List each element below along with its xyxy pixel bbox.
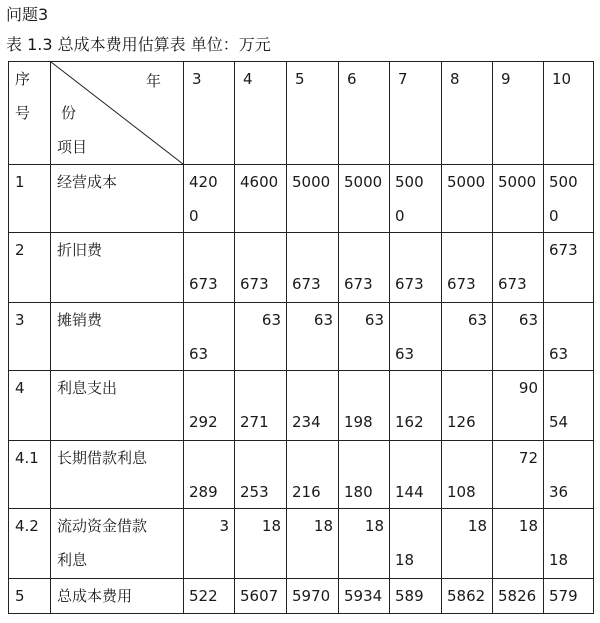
value-cell: 5826 [493,579,544,614]
header-seq-line2: 号 [15,104,31,122]
header-year-cell: 6 [339,62,390,165]
value-cell: 108 [442,441,493,509]
row-seq: 5 [9,579,51,614]
value-cell: 63 [287,303,339,371]
row-seq: 2 [9,233,51,303]
header-seq-line1: 序 [15,70,31,88]
value-cell: 5862 [442,579,493,614]
value-cell: 63 [235,303,287,371]
section-heading: 问题3 [6,5,49,24]
value-cell: 63 [493,303,544,371]
header-year-cell: 10 [544,62,594,165]
value-cell: 72 [493,441,544,509]
value-cell: 5000 [442,165,493,233]
value-cell: 18 [287,509,339,579]
table-row [9,165,594,233]
value-cell: 18 [339,509,390,579]
row-item: 经营成本 [51,165,184,233]
value-cell: 673 [442,233,493,303]
row-seq: 4.2 [9,509,51,579]
value-cell: 673 [339,233,390,303]
value-cell: 63 [339,303,390,371]
value-cell: 271 [235,371,287,441]
value-cell: 180 [339,441,390,509]
value-cell: 198 [339,371,390,441]
value-cell: 216 [287,441,339,509]
row-seq: 3 [9,303,51,371]
value-cell: 63 [390,303,442,371]
value-cell: 3 [184,509,235,579]
value-cell: 500 0 [390,165,442,233]
value-cell: 126 [442,371,493,441]
row-item-line1: 流动资金借款 [57,517,148,535]
value-cell: 673 [184,233,235,303]
row-seq: 1 [9,165,51,233]
row-seq: 4.1 [9,441,51,509]
value-cell: 144 [390,441,442,509]
value-cell: 63 [184,303,235,371]
value-cell: 673 [287,233,339,303]
table-caption: 表 1.3 总成本费用估算表 单位：万元 [6,35,271,54]
header-diagonal-cell [51,62,184,165]
cost-estimate-table [8,61,594,614]
value-cell: 579 [544,579,594,614]
row-item-cell [51,509,184,579]
value-cell: 5607 [235,579,287,614]
table-row [9,579,594,614]
header-year-cell: 7 [390,62,442,165]
table-row [9,303,594,371]
header-year-cell: 9 [493,62,544,165]
row-item: 利息支出 [51,371,184,441]
value-cell: 420 0 [184,165,235,233]
table-row [9,371,594,441]
table-row [9,441,594,509]
value-cell: 18 [442,509,493,579]
value-cell: 673 [544,233,594,303]
value-cell: 289 [184,441,235,509]
value-cell: 5970 [287,579,339,614]
value-cell: 5000 [287,165,339,233]
value-cell: 522 [184,579,235,614]
value-cell: 4600 [235,165,287,233]
row-seq: 4 [9,371,51,441]
table-row [9,233,594,303]
header-seq-cell [9,62,51,165]
header-year-cell: 4 [235,62,287,165]
value-cell: 5000 [493,165,544,233]
value-cell: 673 [235,233,287,303]
header-year-cell: 5 [287,62,339,165]
row-item: 总成本费用 [51,579,184,614]
row-item: 长期借款利息 [51,441,184,509]
value-cell: 234 [287,371,339,441]
value-cell: 18 [390,509,442,579]
value-cell: 63 [544,303,594,371]
value-cell: 18 [235,509,287,579]
value-cell: 18 [544,509,594,579]
value-cell: 36 [544,441,594,509]
value-cell: 292 [184,371,235,441]
header-row [9,62,594,165]
value-cell: 5000 [339,165,390,233]
header-year-label: 年 [145,72,161,90]
value-cell: 673 [493,233,544,303]
value-cell: 63 [442,303,493,371]
value-cell: 253 [235,441,287,509]
value-cell: 162 [390,371,442,441]
header-year-cell: 3 [184,62,235,165]
row-item: 摊销费 [51,303,184,371]
table-row [9,509,594,579]
header-item-label: 项目 [57,138,88,156]
value-cell: 54 [544,371,594,441]
row-item-line2: 利息 [57,551,88,569]
header-year-cell: 8 [442,62,493,165]
header-fen-label: 份 [61,104,77,122]
row-item: 折旧费 [51,233,184,303]
value-cell: 90 [493,371,544,441]
value-cell: 673 [390,233,442,303]
value-cell: 18 [493,509,544,579]
value-cell: 5934 [339,579,390,614]
value-cell: 500 0 [544,165,594,233]
value-cell: 589 [390,579,442,614]
